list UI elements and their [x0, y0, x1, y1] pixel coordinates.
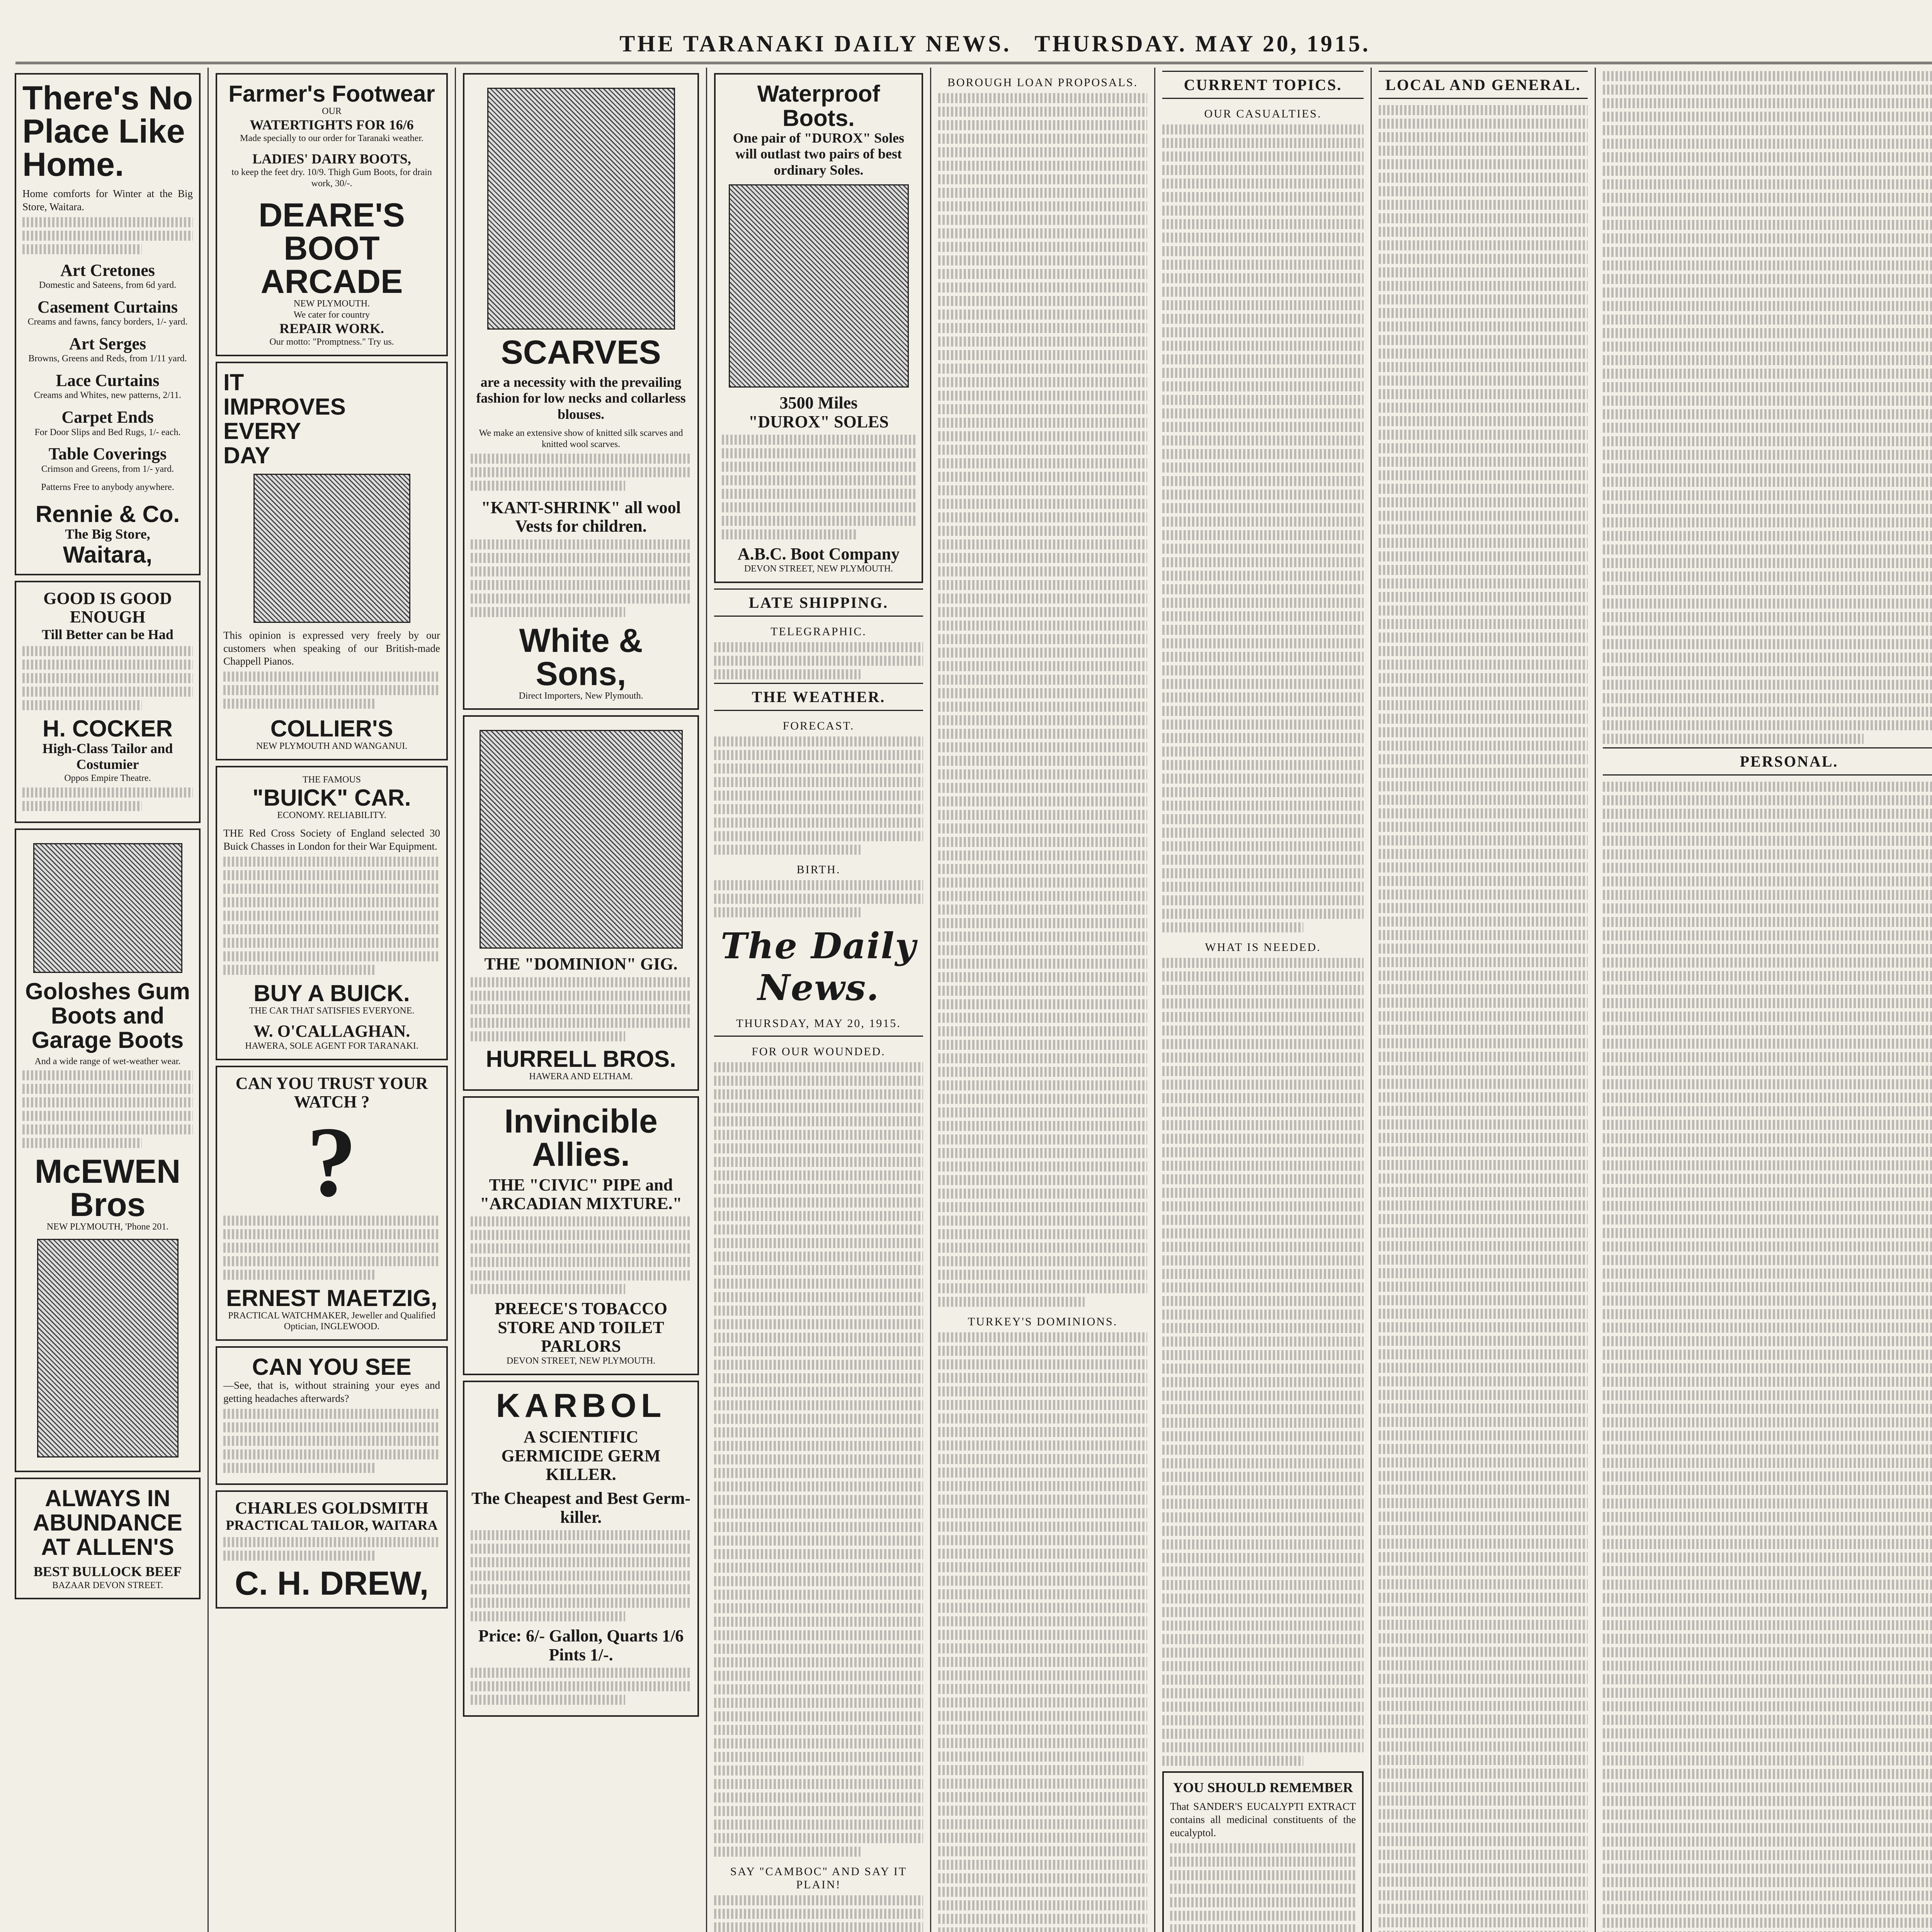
bazaar-text: BAZAAR DEVON STREET.	[52, 1580, 163, 1590]
boot-illustration	[33, 843, 182, 973]
waitara-label: Waitara,	[63, 541, 153, 568]
watertights-heading: WATERTIGHTS FOR 16/6	[250, 117, 414, 133]
table-text: Crimson and Greens, from 1/- yard.	[41, 464, 174, 474]
maetzig-sub: PRACTICAL WATCHMAKER, Jeweller and Qualified Optician, INGLEWOOD.	[228, 1310, 435, 1332]
serges-text: Browns, Greens and Reds, from 1/11 yard.	[28, 354, 187, 364]
watertights-text: Made specially to our order for Taranaki weather.	[240, 133, 424, 144]
deares-np: NEW PLYMOUTH.	[293, 298, 370, 309]
mcewen-heading: McEWEN Bros	[34, 1153, 181, 1224]
hurrell-sub: HAWERA AND ELTHAM.	[529, 1071, 633, 1082]
piano-illustration	[253, 474, 410, 623]
preece-address: DEVON STREET, NEW PLYMOUTH.	[506, 1356, 656, 1366]
issue-date: THURSDAY. MAY 20, 1915.	[1034, 31, 1371, 56]
say-camboc-heading: SAY "CAMBOC" AND SAY IT PLAIN!	[730, 1865, 907, 1891]
ladies-heading: LADIES' DAIRY BOOTS,	[252, 151, 411, 167]
boot-drawing	[37, 1239, 179, 1458]
tailor-text: PRACTICAL TAILOR, WAITARA	[226, 1517, 438, 1533]
trust-heading: CAN YOU TRUST YOUR WATCH ?	[235, 1073, 428, 1112]
ad-durox	[714, 73, 923, 583]
gig-heading: THE "DOMINION" GIG.	[484, 954, 678, 974]
ad-colliers	[216, 362, 448, 760]
cretones-text: Domestic and Sateens, from 6d yard.	[39, 280, 177, 290]
ad-optician	[216, 1346, 448, 1485]
weather-heading: THE WEATHER.	[714, 683, 923, 711]
patterns-text: Patterns Free to anybody anywhere.	[41, 482, 174, 492]
rennie-heading: Rennie & Co.	[35, 501, 180, 527]
abc-heading: A.B.C. Boot Company	[737, 544, 900, 563]
buy-buick-heading: BUY A BUICK.	[253, 980, 410, 1006]
column-1	[8, 68, 209, 1932]
lace-heading: Lace Curtains	[56, 371, 160, 390]
column-4	[707, 68, 931, 1932]
can-see-text: —See, that is, without straining your eyes and getting headaches afterwards?	[223, 1379, 440, 1404]
preece-heading: PREECE'S TOBACCO STORE AND TOILET PARLORS	[494, 1299, 668, 1356]
white-sons-heading: White & Sons,	[519, 622, 643, 692]
carpet-heading: Carpet Ends	[61, 408, 154, 427]
famous-label: THE FAMOUS	[303, 774, 361, 785]
satisfies-text: THE CAR THAT SATISFIES EVERYONE.	[249, 1005, 415, 1016]
ad-cocker	[15, 581, 201, 823]
ad-deares	[216, 73, 448, 356]
karbol-heading: KARBOL	[496, 1387, 666, 1425]
civic-heading: THE "CIVIC" PIPE and "ARCADIAN MIXTURE."	[480, 1175, 682, 1213]
ad-karbol	[463, 1381, 699, 1717]
ocallaghan-heading: W. O'CALLAGHAN.	[253, 1021, 410, 1041]
germicide-heading: A SCIENTIFIC GERMICIDE GERM KILLER.	[501, 1427, 661, 1484]
hawera-text: HAWERA, SOLE AGENT FOR TARANAKI.	[245, 1041, 418, 1051]
cocker-address: Oppos Empire Theatre.	[64, 773, 151, 783]
motto-text: Our motto: "Promptness." Try us.	[269, 337, 394, 347]
sanders-text: That SANDER'S EUCALYPTI EXTRACT contains all medicinal constituents of the eucalyptol.	[1170, 1801, 1356, 1838]
carpet-text: For Door Slips and Bed Rugs, 1/- each.	[34, 427, 181, 437]
mcewen-address: NEW PLYMOUTH, 'Phone 201.	[46, 1222, 169, 1232]
colliers-heading: COLLIER'S	[270, 716, 393, 742]
lace-text: Creams and Whites, new patterns, 2/11.	[34, 390, 182, 401]
scarves-heading: SCARVES	[501, 334, 661, 371]
ad-mcewen	[15, 828, 201, 1473]
cheapest-heading: The Cheapest and Best Germ-killer.	[471, 1489, 691, 1527]
economy-text: ECONOMY. RELIABILITY.	[277, 810, 386, 820]
repair-heading: REPAIR WORK.	[279, 320, 384, 336]
column-3	[456, 68, 707, 1932]
red-cross-text: THE Red Cross Society of England selected 30 Buick Chasses in London for their War Equipment.	[223, 827, 440, 852]
ad-scarves	[463, 73, 699, 710]
table-heading: Table Coverings	[48, 444, 167, 464]
loan-heading: BOROUGH LOAN PROPOSALS.	[947, 76, 1138, 89]
column-2	[209, 68, 456, 1932]
till-better-text: Till Better can be Had	[42, 626, 173, 642]
deares-heading: DEARE'S	[259, 196, 405, 234]
casement-heading: Casement Curtains	[37, 297, 178, 316]
maetzig-heading: ERNEST MAETZIG,	[226, 1285, 437, 1311]
masthead	[15, 15, 1932, 64]
cretones-heading: Art Cretones	[60, 260, 155, 280]
miles-label: 3500 Miles	[779, 393, 858, 413]
invincible-heading: Invincible Allies.	[504, 1102, 658, 1173]
serges-heading: Art Serges	[69, 334, 146, 353]
no-place-text: Home comforts for Winter at the Big Store, Waitara.	[22, 188, 193, 213]
ad-buick	[216, 766, 448, 1060]
ad-big-store	[15, 73, 201, 575]
drew-heading: C. H. DREW,	[235, 1565, 429, 1602]
white-sons-sub: Direct Importers, New Plymouth.	[519, 690, 643, 701]
late-shipping-heading: LATE SHIPPING.	[714, 588, 923, 617]
cater-text: We cater for country	[293, 310, 370, 320]
column-8	[1596, 68, 1932, 1932]
buick-heading: "BUICK" CAR.	[252, 784, 411, 811]
hurrell-heading: HURRELL BROS.	[486, 1046, 676, 1072]
boot-arcade-heading: BOOT ARCADE	[260, 230, 403, 300]
current-topics-heading: CURRENT TOPICS.	[1162, 71, 1364, 99]
birth-heading: BIRTH.	[796, 863, 841, 876]
piano-text: This opinion is expressed very freely by our customers when speaking of our British-made Chappell Pianos.	[223, 629, 440, 667]
ad-allens	[15, 1478, 201, 1599]
abc-address: DEVON STREET, NEW PLYMOUTH.	[744, 564, 893, 574]
our-label: OUR	[322, 106, 342, 116]
goldsmith-heading: CHARLES GOLDSMITH	[235, 1498, 429, 1517]
goloshes-text: And a wide range of wet-weather wear.	[34, 1056, 181, 1066]
price-heading: Price: 6/- Gallon, Quarts 1/6 Pints 1/-.	[478, 1626, 684, 1664]
always-heading: ALWAYS IN ABUNDANCE AT ALLEN'S	[33, 1485, 182, 1560]
ladies-text: to keep the feet dry. 10/9. Thigh Gum Boots, for drain work, 30/-.	[231, 167, 432, 189]
ad-maetzig	[216, 1066, 448, 1341]
local-general-heading: LOCAL AND GENERAL.	[1379, 71, 1588, 99]
gig-illustration	[480, 730, 683, 949]
forecast-heading: FORECAST.	[782, 719, 855, 733]
column-6	[1155, 68, 1372, 1932]
big-store-label: The Big Store,	[65, 526, 150, 542]
needed-heading: WHAT IS NEEDED.	[1205, 941, 1321, 954]
can-see-heading: CAN YOU SEE	[252, 1354, 412, 1380]
telegraphic-heading: TELEGRAPHIC.	[770, 625, 867, 638]
daily-news-title: The Daily News.	[721, 925, 917, 1009]
daily-news-date: THURSDAY, MAY 20, 1915.	[736, 1017, 901, 1030]
durox-soles-label: "DUROX" SOLES	[748, 412, 889, 431]
casement-text: Creams and fawns, fancy borders, 1/- yard.	[27, 317, 188, 327]
turkey-heading: TURKEY'S DOMINIONS.	[968, 1315, 1118, 1328]
cocker-heading: H. COCKER	[43, 715, 173, 742]
farmers-heading: Farmer's Footwear	[228, 81, 435, 107]
ad-goldsmith	[216, 1490, 448, 1609]
durox-illustration	[729, 184, 909, 388]
remember-heading: YOU SHOULD REMEMBER	[1173, 1780, 1353, 1795]
durox-text: One pair of "DUROX" Soles will outlast two pairs of best ordinary Soles.	[733, 130, 905, 178]
columns	[8, 68, 1932, 1932]
colliers-sub: NEW PLYMOUTH AND WANGANUI.	[256, 741, 408, 751]
personal-heading: PERSONAL.	[1603, 747, 1932, 776]
casualties-heading: OUR CASUALTIES.	[1204, 107, 1322, 120]
ad-preece	[463, 1096, 699, 1376]
bullock-text: BEST BULLOCK BEEF	[33, 1564, 182, 1580]
cocker-sub: High-Class Tailor and Costumier	[42, 740, 173, 772]
ad-sanders	[1162, 1771, 1364, 1932]
wounded-heading: FOR OUR WOUNDED.	[752, 1045, 886, 1058]
ad-hurrell	[463, 715, 699, 1090]
waterproof-heading: Waterproof Boots.	[757, 81, 880, 131]
improves-heading: IT IMPROVES EVERY DAY	[223, 369, 346, 468]
knitted-text: We make an extensive show of knitted silk scarves and knitted wool scarves.	[479, 428, 683, 449]
column-7	[1372, 68, 1596, 1932]
column-5	[931, 68, 1155, 1932]
scarves-illustration	[487, 88, 675, 330]
paper-title: THE TARANAKI DAILY NEWS.	[619, 31, 1012, 56]
no-place-heading: There's No Place Like Home.	[22, 80, 193, 183]
goloshes-heading: Goloshes Gum Boots and Garage Boots	[25, 978, 190, 1053]
good-heading: GOOD IS GOOD ENOUGH	[43, 588, 172, 627]
scarves-text: are a necessity with the prevailing fashion for low necks and collarless blouses.	[476, 374, 686, 422]
kant-shrink-heading: "KANT-SHRINK" all wool Vests for children.	[481, 498, 681, 536]
question-mark: ?	[306, 1106, 357, 1218]
